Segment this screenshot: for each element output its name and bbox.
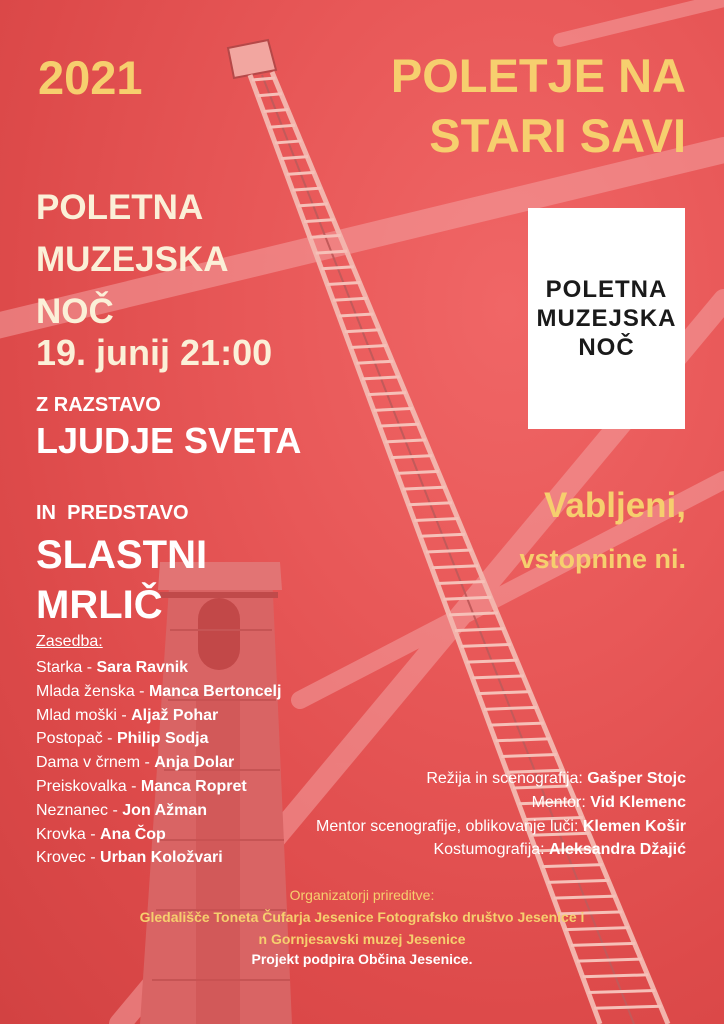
ladder-rung <box>385 440 426 442</box>
ladder-rung <box>432 566 478 568</box>
ladder-rung <box>414 519 458 521</box>
ladder-rung <box>478 692 530 694</box>
exhibition-title: LJUDJE SVETA <box>36 420 302 461</box>
year: 2021 <box>38 51 143 104</box>
ladder-rung <box>304 220 334 222</box>
organizers <box>0 884 724 950</box>
ladder-rung <box>472 676 524 678</box>
cast-item <box>36 846 281 870</box>
ladder-rung <box>380 424 420 426</box>
cast-role: Dama v črnem - <box>36 754 155 772</box>
ladder-rung <box>316 251 348 253</box>
ladder-rung <box>484 707 537 709</box>
logo-line-3: NOČ <box>578 334 635 361</box>
crew-item <box>316 791 686 815</box>
main-title <box>266 46 686 166</box>
ladder-rung <box>467 660 518 662</box>
ladder-rung <box>350 345 386 347</box>
ladder-rung <box>409 503 453 505</box>
ladder-rung <box>356 361 393 363</box>
event-name-line-2: MUZEJSKA <box>36 240 229 279</box>
cast-name: Aljaž Pohar <box>131 706 219 724</box>
crew-role: Mentor: <box>531 793 591 811</box>
logo-line-1: POLETNA <box>545 276 668 303</box>
ladder-rung <box>339 314 374 316</box>
cast-item <box>36 656 281 680</box>
cast-item <box>36 704 281 728</box>
cast-item <box>36 727 281 751</box>
crew-item <box>316 767 686 791</box>
organizers-line-2: n Gornjesavski muzej Jesenice <box>258 931 466 947</box>
cast-role: Mlada ženska - <box>36 682 149 700</box>
ladder-rung <box>321 267 353 269</box>
cast-heading: Zasedba: <box>36 633 103 650</box>
ladder-rung <box>420 534 465 536</box>
crew-role: Kostumografija: <box>433 841 550 859</box>
main-title-line-2: STARI SAVI <box>429 109 686 162</box>
cast-role: Mlad moški - <box>36 706 132 724</box>
cast-list <box>36 656 281 870</box>
crew-role: Režija in scenografija: <box>426 770 588 787</box>
ladder-rung <box>449 613 498 615</box>
event-date: 19. junij 21:00 <box>36 332 273 373</box>
play-title <box>36 530 207 630</box>
cast-name: Manca Bertoncelj <box>148 682 282 700</box>
ladder-rung <box>426 550 472 552</box>
sponsor-note: Projekt podpira Občina Jesenice. <box>251 951 473 967</box>
ladder-rung <box>368 393 406 395</box>
cast-role: Preiskovalka - <box>36 777 141 795</box>
logo-line-2: MUZEJSKA <box>536 305 677 332</box>
main-title-line-1: POLETJE NA <box>390 49 686 102</box>
logo-text <box>536 275 676 362</box>
cast-item <box>36 680 281 704</box>
ladder-rung <box>287 172 315 174</box>
cast-name: Sara Ravnik <box>96 659 189 676</box>
cast-name: Urban Koložvari <box>100 849 223 867</box>
ladder-rung <box>490 723 544 725</box>
ladder-rung <box>455 629 504 631</box>
ladder-rung <box>496 739 551 741</box>
ladder-rung <box>345 330 380 332</box>
cast-role: Krovec - <box>36 849 101 867</box>
cast-role: Neznanec - <box>36 801 123 819</box>
event-name <box>36 182 229 338</box>
ladder-rung <box>548 880 609 882</box>
free-entry-text: vstopnine ni. <box>519 544 686 574</box>
crew-name: Vid Klemenc <box>590 793 686 811</box>
cast-item <box>36 799 281 823</box>
ladder-rung <box>501 755 556 757</box>
crew-name: Klemen Košir <box>582 817 686 835</box>
cast-item <box>36 751 281 775</box>
play-title-line-2: MRLIČ <box>36 583 163 627</box>
ladder-rung <box>588 991 655 993</box>
ladder-rung <box>403 487 446 489</box>
play-title-line-1: SLASTNI <box>36 533 208 577</box>
ladder-rung <box>292 188 321 190</box>
exhibition-intro: Z RAZSTAVO <box>36 394 161 416</box>
cast-item <box>36 823 281 847</box>
ladder-rung <box>362 377 400 379</box>
cast-name: Philip Sodja <box>116 730 209 748</box>
cast-name: Manca Ropret <box>140 777 247 795</box>
organizers-heading: Organizatorji prireditve: <box>289 887 435 903</box>
cast-item <box>36 775 281 799</box>
ladder-rung <box>461 644 511 646</box>
museum-night-logo <box>528 208 685 429</box>
cast-name: Ana Čop <box>100 825 166 843</box>
ladder-rung <box>310 235 341 237</box>
ladder-rung <box>397 471 439 473</box>
ladder-rung <box>391 456 432 458</box>
crew-role: Mentor scenografije, oblikovanje luči: <box>316 817 583 835</box>
play-intro: IN PREDSTAVO <box>36 502 189 524</box>
ladder-rung <box>333 298 367 300</box>
ladder-rung <box>327 283 360 285</box>
cast-name: Anja Dolar <box>154 754 235 772</box>
crew-item <box>316 838 686 862</box>
crew-item <box>316 815 686 839</box>
ladder-rung <box>583 975 649 977</box>
cast-role: Postopač - <box>36 730 117 748</box>
cast-name: Jon Ažman <box>122 801 208 819</box>
organizers-line-1: Gledališče Toneta Čufarja Jesenice Fotografsko društvo Jesenice i <box>139 909 585 925</box>
crew-name: Gašper Stojc <box>587 770 686 787</box>
crew-list <box>316 767 686 862</box>
cast-role: Krovka - <box>36 825 101 843</box>
ladder-rung <box>443 597 491 599</box>
event-name-line-3: NOČ <box>36 292 114 331</box>
ladder-rung <box>594 1006 661 1008</box>
ladder-rung <box>542 865 603 867</box>
ladder-rung <box>298 204 327 206</box>
cast-role: Starka - <box>36 659 97 676</box>
ladder-rung <box>374 408 413 410</box>
ladder-rung <box>438 581 485 583</box>
welcome-text: Vabljeni, <box>544 486 686 525</box>
crew-name: Aleksandra Džajić <box>549 841 686 859</box>
event-name-line-1: POLETNA <box>36 188 204 227</box>
